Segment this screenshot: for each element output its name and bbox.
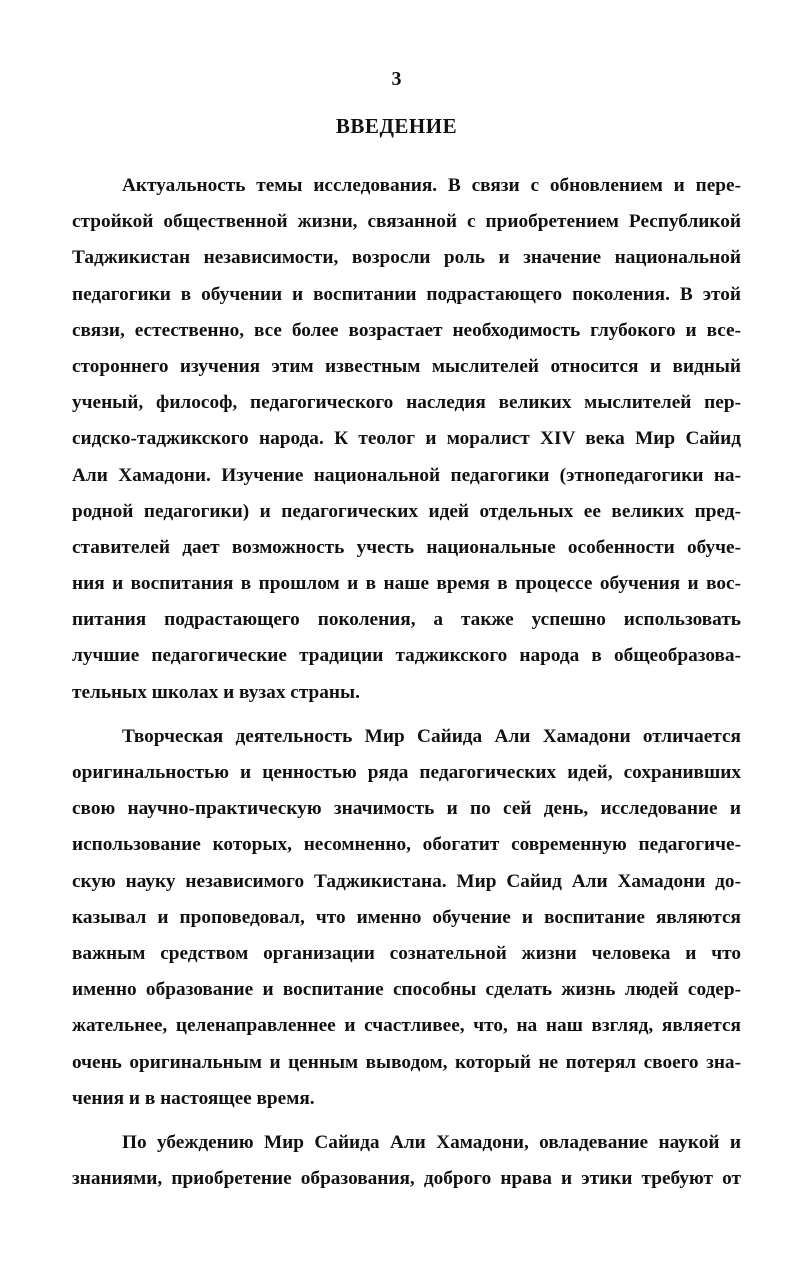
body-text	[72, 168, 741, 1205]
paragraph-line: питания подрастающего поколения, а также успешно использовать	[72, 609, 741, 631]
paragraph-line: тельных школах и вузах страны.	[72, 681, 360, 703]
paragraph-line: сидско-таджикского народа. К теолог и моралист XIV века Мир Сайид	[72, 428, 741, 450]
paragraph-line: родной педагогики) и педагогических идей отдельных ее великих пред-	[72, 500, 741, 522]
paragraph	[72, 1125, 741, 1197]
paragraph-line: стройкой общественной жизни, связанной с приобретением Республикой	[72, 211, 741, 233]
paragraph-line: чения и в настоящее время.	[72, 1087, 315, 1109]
paragraph-line: ученый, философ, педагогического наследия великих мыслителей пер-	[72, 392, 741, 414]
paragraph-line: свою научно-практическую значимость и по сей день, исследование и	[72, 798, 741, 820]
paragraph-line: связи, естественно, все более возрастает необходимость глубокого и все-	[72, 319, 741, 341]
paragraph-line: жательнее, целенаправленнее и счастливее, что, на наш взгляд, является	[72, 1015, 741, 1037]
paragraph-line: использование которых, несомненно, обогатит современную педагогиче-	[72, 834, 741, 856]
paragraph-line: Али Хамадони. Изучение национальной педагогики (этнопедагогики на-	[72, 464, 741, 486]
paragraph-line: По убеждению Мир Сайида Али Хамадони, овладевание наукой и	[122, 1131, 741, 1153]
paragraph-line: именно образование и воспитание способны сделать жизнь людей содер-	[72, 979, 741, 1001]
paragraph-line: важным средством организации сознательной жизни человека и что	[72, 942, 741, 964]
paragraph-line: Таджикистан независимости, возросли роль и значение национальной	[72, 247, 741, 269]
paragraph-line: казывал и проповедовал, что именно обучение и воспитание являются	[72, 906, 741, 928]
paragraph-line: Актуальность темы исследования. В связи с обновлением и пере-	[122, 175, 741, 196]
paragraph-line: скую науку независимого Таджикистана. Мир Сайид Али Хамадони до-	[72, 870, 741, 892]
paragraph	[72, 719, 741, 1117]
paragraph-line: ния и воспитания в прошлом и в наше время в процессе обучения и вос-	[72, 573, 741, 595]
paragraph-line: стороннего изучения этим известным мыслителей относится и видный	[72, 355, 741, 377]
paragraph	[72, 168, 741, 711]
paragraph-line: очень оригинальным и ценным выводом, который не потерял своего зна-	[72, 1051, 741, 1073]
page-title: ВВЕДЕНИЕ	[335, 114, 458, 138]
paragraph-line: ставителей дает возможность учесть национальные особенности обуче-	[72, 536, 741, 558]
paragraph-line: знаниями, приобретение образования, доброго нрава и этики требуют от	[72, 1168, 741, 1190]
paragraph-line: оригинальностью и ценностью ряда педагогических идей, сохранивших	[72, 762, 741, 783]
paragraph-line: лучшие педагогические традиции таджикского народа в общеобразова-	[72, 645, 741, 667]
paragraph-line: педагогики в обучении и воспитании подрастающего поколения. В этой	[72, 283, 741, 305]
paragraph-line: Творческая деятельность Мир Сайида Али Хамадони отличается	[122, 725, 741, 747]
page-number: 3	[391, 68, 402, 90]
